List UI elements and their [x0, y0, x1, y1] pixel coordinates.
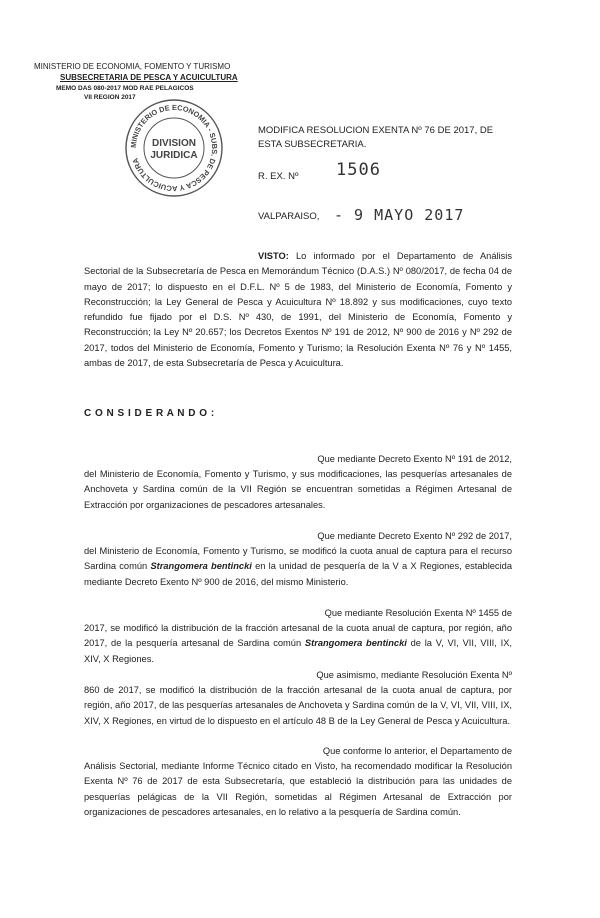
place-label: VALPARAISO,: [258, 211, 320, 222]
stamp-line2: JURIDICA: [150, 150, 198, 161]
visto-text: Lo informado por el Departamento de Análisis Sectorial de la Subsecretaría de Pesca en Memorándum Técnico (D.A.S.) Nº 080/2017, de fecha 04 de mayo de 2017; lo dispuesto en el D.F.L. Nº 5 de 1983, del Ministerio de Economía, Fomento y Reconstrucción; la Ley General de Pesca y Acuicultura Nº 18.892 y sus modificaciones, cuyo texto refundido fue fijado por el D.S. Nº 430, de 1991, del Ministerio de Economía, Fomento y Reconstrucción; la Ley Nº 20.657; los Decretos Exentos Nº 191 de 2012, Nº 900 de 2016 y Nº 292 de 2017, todos del Ministerio de Economía, Fomento y Turismo; la Resolución Exenta Nº 76 y Nº 1455, ambas de 2017, de esta Subsecretaría de Pesca y Acuicultura.: [84, 251, 512, 369]
considerando-2-text-b: en la unidad de pesquería de la V a X Regiones, establecida mediante Decreto Exento Nº 900 de 2016, del mismo Ministerio.: [84, 561, 512, 587]
rex-number: 1506: [336, 160, 381, 180]
division-juridica-stamp: [122, 96, 226, 200]
visto-paragraph: [84, 249, 512, 371]
considerando-2-text: [84, 544, 512, 590]
considerando-3-text: [84, 621, 512, 667]
considerando-1-text: del Ministerio de Economía, Fomento y Turismo, y sus modificaciones, las pesquerías artesanales de Anchoveta y Sardina común de la VII Región se encuentran sometidas a Régimen Artesanal de Extracción por organizaciones de pescadores artesanales.: [84, 469, 512, 510]
species-name: Strangomera bentincki: [150, 561, 252, 572]
considerando-3-first-line: Que mediante Resolución Exenta Nº 1455 de: [324, 608, 512, 618]
rex-label: R. EX. Nº: [258, 171, 299, 182]
considerando-heading: C O N S I D E R A N D O :: [84, 408, 215, 419]
resolution-title-line2: ESTA SUBSECRETARIA.: [258, 139, 367, 150]
considerando-3-text-b: de la V, VI, VII, VIII, IX, XIV, X Regiones.: [84, 638, 512, 664]
species-name: Strangomera bentincki: [304, 638, 407, 649]
stamp-seal-icon: [122, 96, 226, 200]
resolution-title-line1: MODIFICA RESOLUCION EXENTA Nº 76 DE 2017, DE: [258, 125, 494, 136]
stamp-ring-text: MINISTERIO DE ECONOMIA - SUBS. DE PESCA Y ACUICULTURA: [128, 102, 220, 194]
subsecretaria-name: SUBSECRETARIA DE PESCA Y ACUICULTURA: [60, 73, 238, 82]
considerando-3-text-a: 2017, se modificó la distribución de la fracción artesanal de la cuota anual de captura, por región, año 2017, de la pesquería artesanal de Sardina común: [84, 623, 512, 649]
considerando-4-text: 860 de 2017, se modificó la distribución de la fracción artesanal de la cuota anual de captura, por región, año 2017, de las pesquerías artesanales de Anchoveta y Sardina común de la V, VI, VII, VIII, IX, XIV, X Regiones, en virtud de lo dispuesto en el artículo 48 B de la Ley General de Pesca y Acuicultura.: [84, 685, 512, 726]
ministry-name: MINISTERIO DE ECONOMIA, FOMENTO Y TURISMO: [34, 62, 231, 71]
considerando-4-first-line: Que asimismo, mediante Resolución Exenta Nº: [316, 670, 512, 680]
memo-reference: MEMO DAS 080-2017 MOD RAE PELAGICOS: [56, 85, 194, 92]
considerando-5-first-line: Que conforme lo anterior, el Departamento de: [322, 746, 512, 756]
stamp-line1: DIVISION: [152, 138, 196, 149]
region-year: VII REGION 2017: [84, 94, 136, 101]
considerando-5-text: Análisis Sectorial, mediante Informe Técnico citado en Visto, ha recomendado modificar la Resolución Exenta Nº 76 de 2017 de esta Subsecretaría, que estableció la distribución para las unidades de pesquerías pelágicas de la VII Región, sometidas al Régimen Artesanal de Extracción por organizaciones de pescadores artesanales, en lo relativo a la pesquería de Sardina común.: [84, 761, 512, 817]
considerando-2-first-line: Que mediante Decreto Exento Nº 292 de 2017,: [317, 531, 512, 541]
visto-label: VISTO:: [258, 251, 289, 261]
considerando-1-first-line: Que mediante Decreto Exento Nº 191 de 2012,: [317, 454, 512, 464]
considerando-2-text-a: del Ministerio de Economía, Fomento y Turismo, se modificó la cuota anual de captura para el recurso Sardina común: [84, 546, 512, 572]
resolution-date: - 9 MAYO 2017: [334, 206, 465, 224]
